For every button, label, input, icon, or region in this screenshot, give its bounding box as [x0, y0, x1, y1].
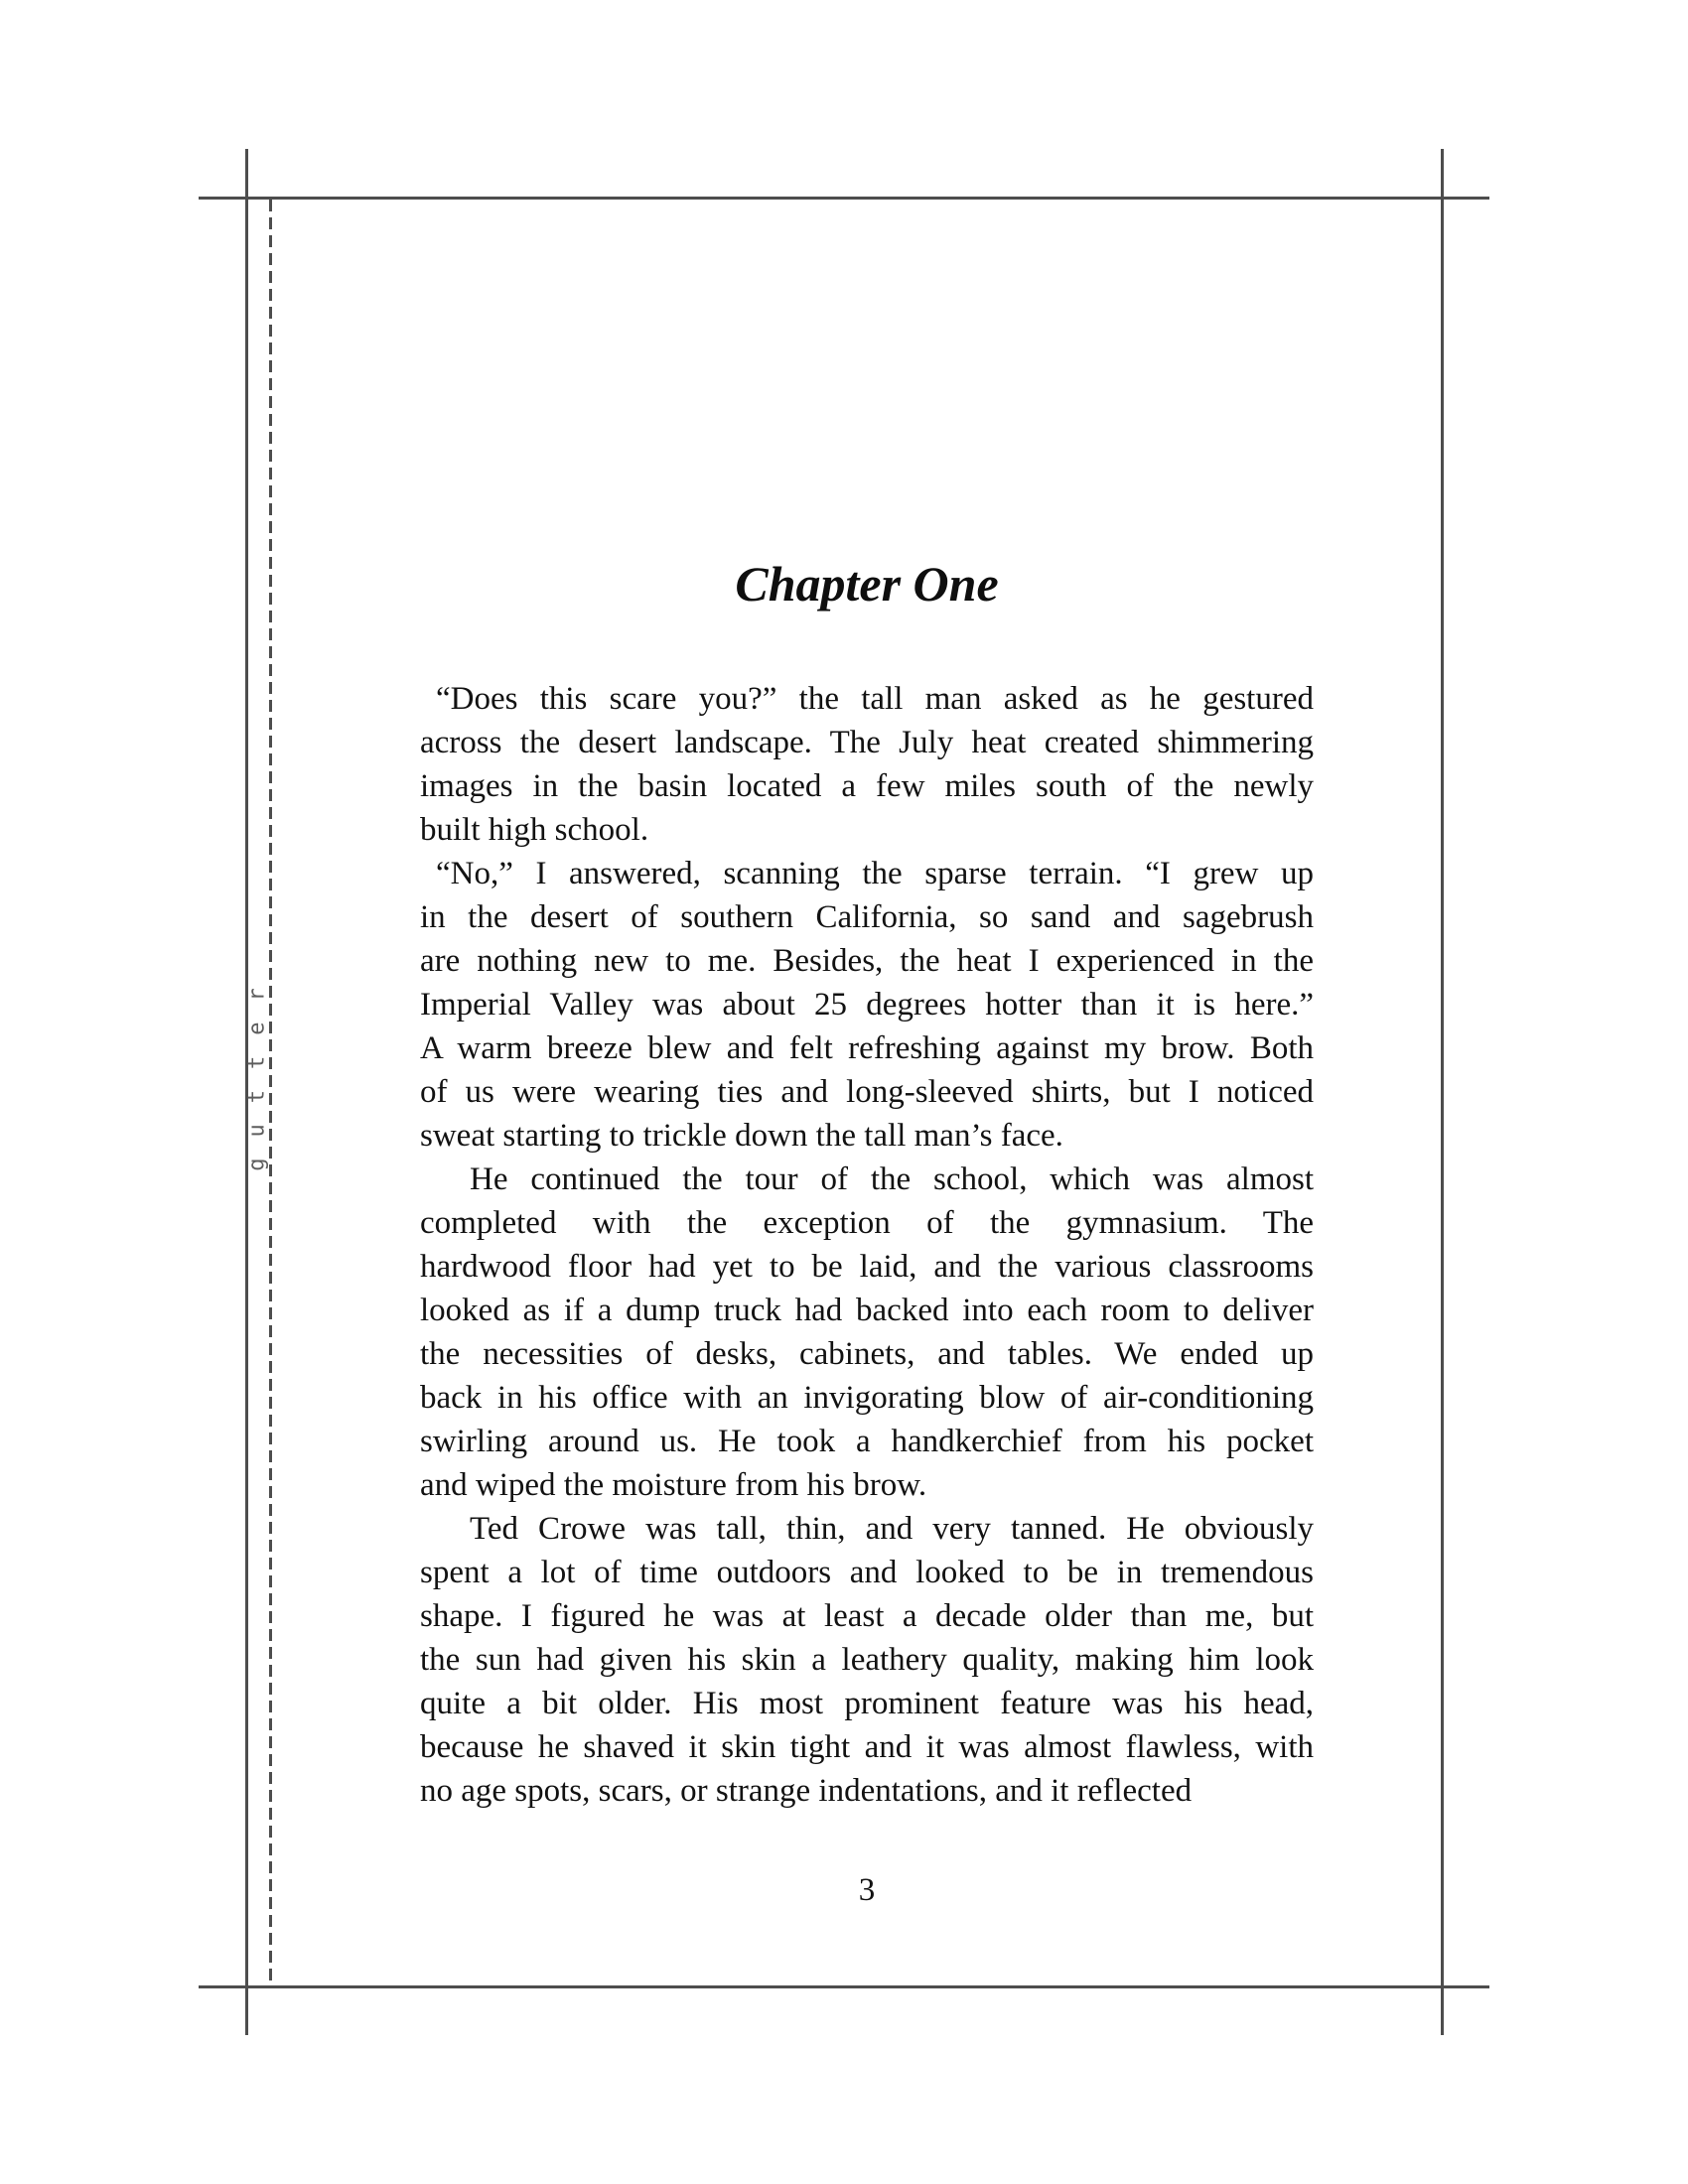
page-text-block: [420, 0, 1314, 2184]
body-text-line: looked as if a dump truck had backed into each room to deliver: [420, 1293, 1314, 1328]
page-number: 3: [858, 1872, 876, 1908]
body-text-line: back in his office with an invigorating blow of air-conditioning: [420, 1380, 1314, 1416]
body-text-line: He continued the tour of the school, which was almost: [470, 1161, 1314, 1197]
body-text-line: quite a bit older. His most prominent feature was his head,: [420, 1686, 1314, 1721]
body-text-line: sweat starting to trickle down the tall man’s face.: [420, 1118, 1063, 1154]
body-text-line: because he shaved it skin tight and it was almost flawless, with: [420, 1729, 1314, 1765]
body-text-line: “No,” I answered, scanning the sparse terrain. “I grew up: [436, 856, 1314, 891]
body-text-line: Ted Crowe was tall, thin, and very tanned. He obviously: [470, 1511, 1314, 1547]
body-text-line: of us were wearing ties and long-sleeved shirts, but I noticed: [420, 1074, 1314, 1110]
body-text-line: completed with the exception of the gymnasium. The: [420, 1205, 1314, 1241]
body-text-line: images in the basin located a few miles south of the newly: [420, 768, 1314, 804]
chapter-body-text: [420, 677, 1314, 1813]
body-text-line: shape. I figured he was at least a decade older than me, but: [420, 1598, 1314, 1634]
trim-mark-vertical-right: [1441, 149, 1444, 2035]
body-text-line: and wiped the moisture from his brow.: [420, 1467, 927, 1503]
body-text-line: A warm breeze blew and felt refreshing against my brow. Both: [420, 1030, 1314, 1066]
gutter-label: gutter: [244, 967, 270, 1171]
body-text-line: the necessities of desks, cabinets, and tables. We ended up: [420, 1336, 1314, 1372]
body-text-line: across the desert landscape. The July heat created shimmering: [420, 725, 1314, 760]
body-text-line: in the desert of southern California, so sand and sagebrush: [420, 899, 1314, 935]
body-text-line: the sun had given his skin a leathery quality, making him look: [420, 1642, 1314, 1678]
body-text-line: swirling around us. He took a handkerchief from his pocket: [420, 1424, 1314, 1459]
body-text-line: are nothing new to me. Besides, the heat I experienced in the: [420, 943, 1314, 979]
chapter-title: Chapter One: [735, 556, 999, 612]
body-text-line: spent a lot of time outdoors and looked to be in tremendous: [420, 1555, 1314, 1590]
body-text-line: no age spots, scars, or strange indentations, and it reflected: [420, 1773, 1193, 1809]
body-text-line: hardwood floor had yet to be laid, and the various classrooms: [420, 1249, 1314, 1285]
body-text-line: “Does this scare you?” the tall man asked as he gestured: [436, 681, 1314, 717]
body-text-line: built high school.: [420, 812, 649, 848]
body-text-line: Imperial Valley was about 25 degrees hotter than it is here.”: [420, 987, 1314, 1023]
